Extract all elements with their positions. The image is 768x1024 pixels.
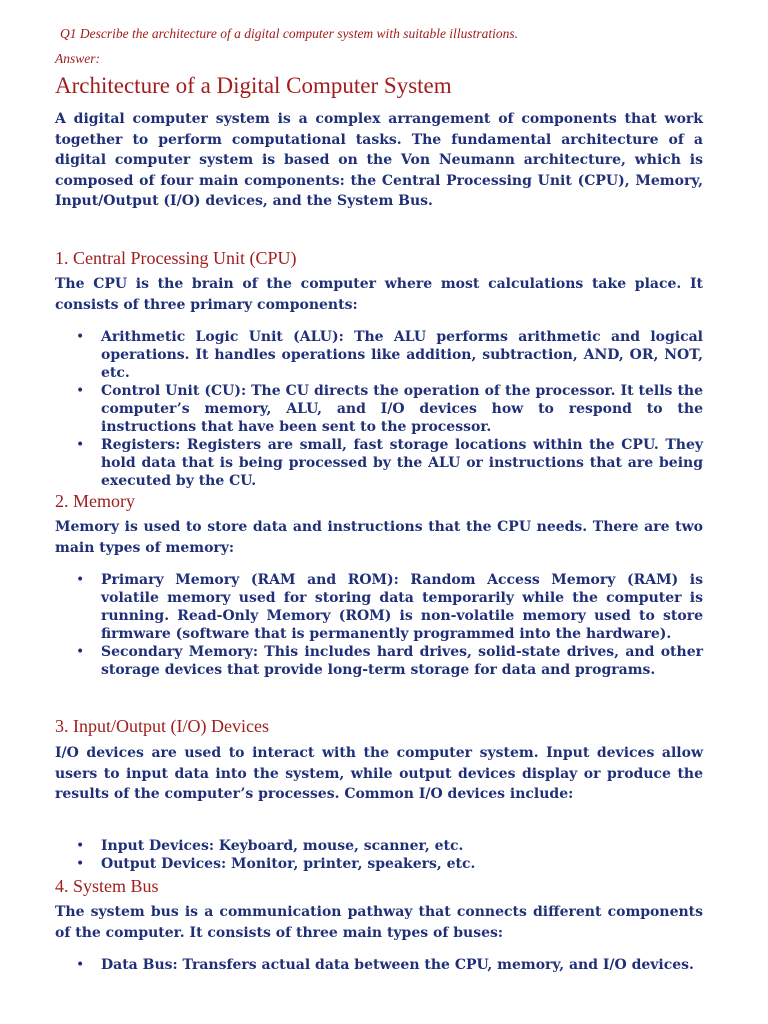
list-item-text: Output Devices: Monitor, printer, speakers, etc. bbox=[101, 856, 476, 872]
list-item-text: Registers: Registers are small, fast storage locations within the CPU. They hold data that is being processed by the ALU or instructions that are being executed by the CU. bbox=[101, 437, 703, 489]
list-item-text: Input Devices: Keyboard, mouse, scanner, etc. bbox=[101, 838, 464, 854]
section-heading-system-bus: 4. System Bus bbox=[55, 876, 159, 896]
list-item-text: Arithmetic Logic Unit (ALU): The ALU performs arithmetic and logical operations. It handles operations like addition, subtraction, AND, OR, NOT, etc. bbox=[101, 329, 703, 381]
section-heading-memory: 2. Memory bbox=[55, 491, 135, 511]
section-text-cpu: The CPU is the brain of the computer where most calculations take place. It consists of three primary components: bbox=[55, 276, 703, 313]
question-text: Q1 Describe the architecture of a digital computer system with suitable illustrations. bbox=[60, 26, 518, 41]
page-title: Architecture of a Digital Computer System bbox=[55, 73, 452, 98]
bullet-list-io bbox=[55, 837, 703, 873]
section-heading-cpu: 1. Central Processing Unit (CPU) bbox=[55, 248, 297, 268]
section-text-io: I/O devices are used to interact with the computer system. Input devices allow users to input data into the system, while output devices display or produce the results of the computer’s processes. Common I/O devices include: bbox=[55, 745, 703, 803]
list-item bbox=[55, 571, 703, 643]
list-item-text: Primary Memory (RAM and ROM): Random Access Memory (RAM) is volatile memory used for storing data temporarily while the computer is running. Read-Only Memory (ROM) is non-volatile memory used to store firmware (software that is permanently programmed into the hardware). bbox=[101, 572, 703, 642]
intro-paragraph: A digital computer system is a complex arrangement of components that work together to perform computational tasks. The fundamental architecture of a digital computer system is based on the Von Neumann architecture, which is composed of four main components: the Central Processing Unit (CPU), Memory, Input/Output (I/O) devices, and the System Bus. bbox=[55, 111, 703, 210]
section-text-memory: Memory is used to store data and instructions that the CPU needs. There are two main types of memory: bbox=[55, 519, 703, 556]
bullet-list-cpu bbox=[55, 328, 703, 490]
bullet-icon: • bbox=[76, 572, 85, 588]
bullet-icon: • bbox=[76, 644, 85, 660]
section-text-system-bus: The system bus is a communication pathway that connects different components of the computer. It consists of three main types of buses: bbox=[55, 904, 703, 941]
list-item bbox=[55, 436, 703, 490]
list-item bbox=[55, 837, 703, 855]
list-item-text: Secondary Memory: This includes hard drives, solid-state drives, and other storage devices that provide long-term storage for data and programs. bbox=[101, 644, 703, 678]
section-heading-io: 3. Input/Output (I/O) Devices bbox=[55, 716, 269, 736]
bullet-icon: • bbox=[76, 856, 85, 872]
bullet-icon: • bbox=[76, 383, 85, 399]
list-item bbox=[55, 855, 703, 873]
list-item bbox=[55, 382, 703, 436]
list-item bbox=[55, 328, 703, 382]
list-item-text: Control Unit (CU): The CU directs the operation of the processor. It tells the computer’s memory, ALU, and I/O devices how to respond to the instructions that have been sent to the processor. bbox=[101, 383, 703, 435]
bullet-list-memory bbox=[55, 571, 703, 679]
bullet-icon: • bbox=[76, 329, 85, 345]
answer-label: Answer: bbox=[55, 51, 100, 66]
bullet-list-system-bus bbox=[55, 956, 703, 974]
list-item bbox=[55, 956, 703, 974]
bullet-icon: • bbox=[76, 838, 85, 854]
bullet-icon: • bbox=[76, 957, 85, 973]
bullet-icon: • bbox=[76, 437, 85, 453]
list-item bbox=[55, 643, 703, 679]
list-item-text: Data Bus: Transfers actual data between the CPU, memory, and I/O devices. bbox=[101, 957, 694, 973]
